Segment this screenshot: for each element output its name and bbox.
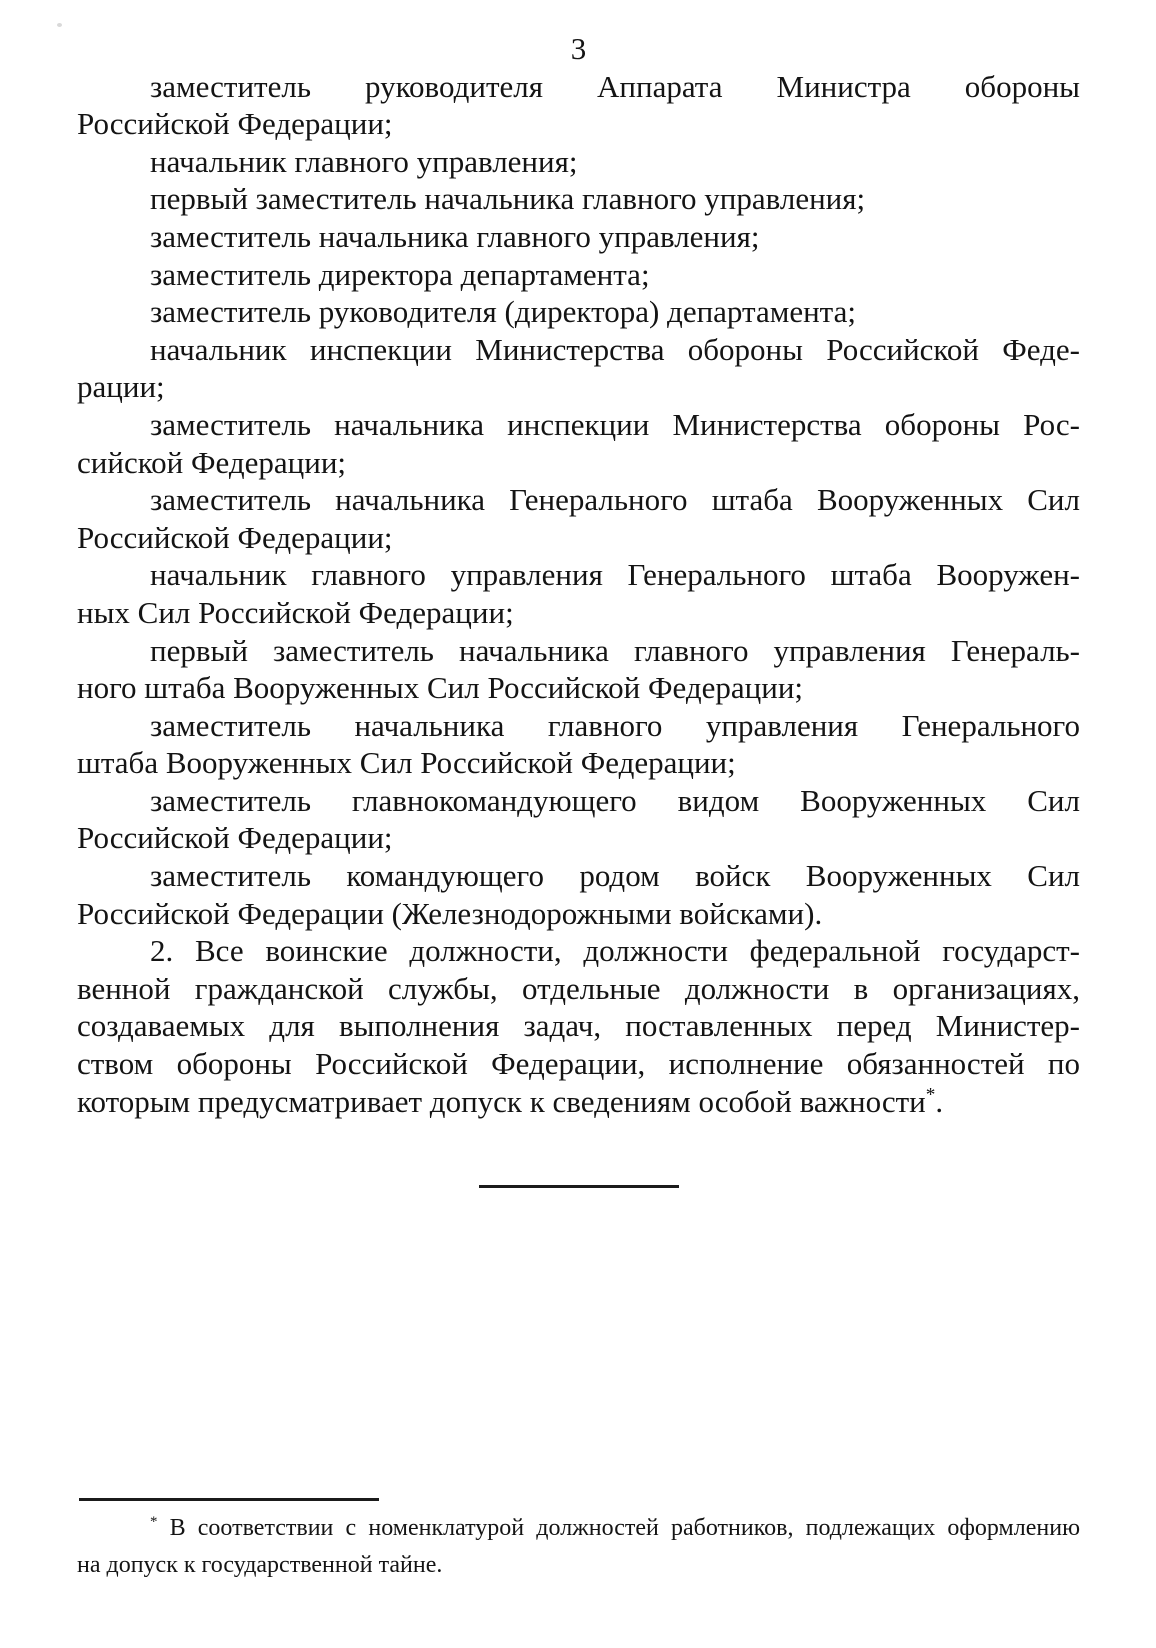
paragraph	[77, 932, 1080, 1120]
text-line: заместитель руководителя Аппарата Министра обороны	[150, 68, 1080, 104]
text-line: Российской Федерации (Железнодорожными войсками).	[77, 895, 823, 931]
text-line	[77, 1083, 1080, 1121]
text-line: начальник главного управления;	[150, 143, 578, 179]
text-line: ного штаба Вооруженных Сил Российской Федерации;	[77, 670, 804, 706]
text-line: начальник главного управления Генерального штаба Вооружен-	[150, 557, 1080, 593]
paragraph	[77, 180, 1080, 218]
footnote	[77, 1510, 1080, 1584]
text-line: заместитель директора департамента;	[150, 256, 650, 292]
text-line: Российской Федерации;	[77, 820, 393, 856]
paragraph	[77, 707, 1080, 782]
text-line: заместитель главнокомандующего видом Вооруженных Сил	[150, 782, 1080, 818]
paragraph	[77, 632, 1080, 707]
text-line: ных Сил Российской Федерации;	[77, 594, 514, 630]
footnote-marker: *	[150, 1513, 158, 1530]
text-line: заместитель командующего родом войск Вооруженных Сил	[150, 858, 1080, 894]
footnote-line	[77, 1510, 1080, 1547]
text-line: сийской Федерации;	[77, 444, 347, 480]
center-divider	[479, 1185, 679, 1188]
text-line: 2. Все воинские должности, должности федеральной государст-	[150, 933, 1080, 969]
paragraph	[77, 331, 1080, 406]
paragraph	[77, 406, 1080, 481]
text-line: венной гражданской службы, отдельные должности в организациях,	[77, 970, 1080, 1006]
text-segment: .	[935, 1083, 944, 1119]
text-line: заместитель начальника главного управления;	[150, 218, 760, 254]
document-body	[77, 68, 1080, 1121]
text-segment: которым предусматривает допуск к сведениям особой важности	[77, 1083, 926, 1119]
page-number: 3	[570, 31, 587, 66]
text-line: рации;	[77, 369, 165, 405]
footnote-reference-marker: *	[925, 1084, 936, 1106]
text-line: заместитель начальника инспекции Министерства обороны Рос-	[150, 406, 1080, 442]
paragraph	[77, 68, 1080, 143]
paragraph	[77, 556, 1080, 631]
text-line: создаваемых для выполнения задач, поставленных перед Министер-	[77, 1008, 1080, 1044]
text-line: Российской Федерации;	[77, 519, 393, 555]
text-line: заместитель руководителя (директора) департамента;	[150, 294, 856, 330]
footnote-line: на допуск к государственной тайне.	[77, 1551, 443, 1578]
text-line: Российской Федерации;	[77, 106, 393, 142]
text-line: первый заместитель начальника главного управления Генераль-	[150, 632, 1080, 668]
paragraphs-container	[77, 68, 1080, 1121]
footnote-separator	[79, 1498, 379, 1501]
paragraph	[77, 782, 1080, 857]
text-line: заместитель начальника главного управления Генерального	[150, 707, 1080, 743]
paragraph	[77, 857, 1080, 932]
text-line: заместитель начальника Генерального штаба Вооруженных Сил	[150, 482, 1080, 518]
paragraph	[77, 293, 1080, 331]
text-line: первый заместитель начальника главного управления;	[150, 181, 866, 217]
paragraph	[77, 218, 1080, 256]
text-line: ством обороны Российской Федерации, исполнение обязанностей по	[77, 1046, 1080, 1082]
paragraph	[77, 256, 1080, 294]
paragraph	[77, 481, 1080, 556]
paragraph	[77, 143, 1080, 181]
scan-artifact	[57, 23, 62, 27]
text-line: начальник инспекции Министерства обороны Российской Феде-	[150, 331, 1080, 367]
text-line: штаба Вооруженных Сил Российской Федерации;	[77, 745, 736, 781]
footnote-text: В соответствии с номенклатурой должностей работников, подлежащих оформлению	[169, 1514, 1080, 1541]
